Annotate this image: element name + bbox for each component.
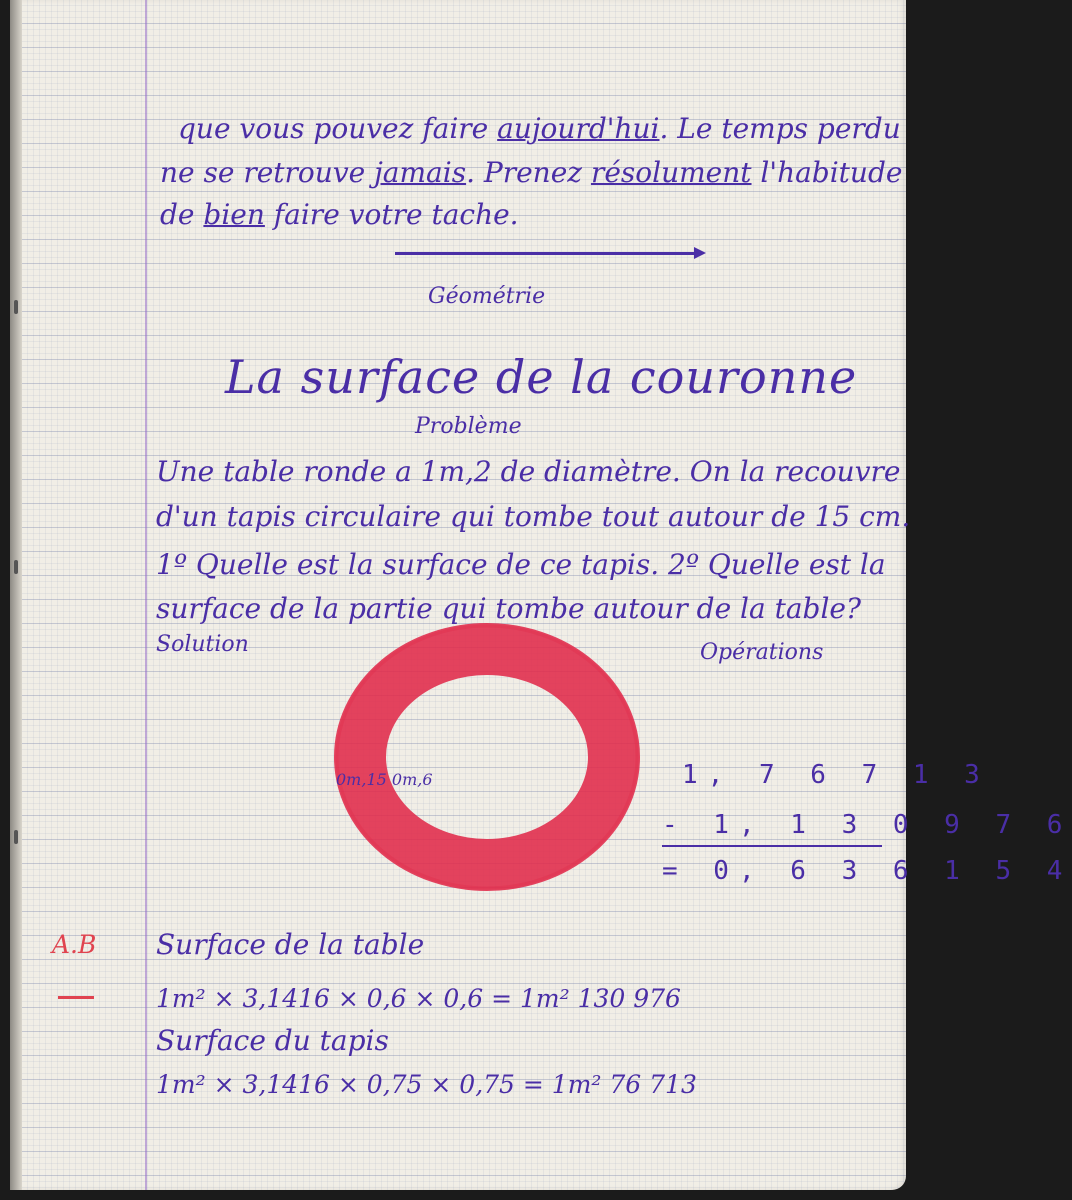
operation-result: = 0, 6 3 6 1 5 4 bbox=[662, 856, 1072, 886]
underlined-word: aujourd'hui bbox=[497, 112, 660, 145]
text-fragment: que vous pouvez faire bbox=[178, 112, 498, 145]
binding-hole bbox=[14, 560, 18, 574]
text-line-1 bbox=[178, 112, 901, 145]
binding-hole bbox=[14, 830, 18, 844]
solution-label: Solution bbox=[156, 632, 249, 657]
text-fragment: . Le temps perdu bbox=[659, 112, 901, 145]
problem-line: 1º Quelle est la surface de ce tapis. 2º Quelle est la bbox=[156, 548, 886, 581]
underlined-word: jamais bbox=[374, 156, 467, 189]
underlined-word: résolument bbox=[590, 156, 752, 189]
margin-line bbox=[145, 0, 147, 1190]
operation-line: 1, 7 6 7 1 3 bbox=[682, 760, 990, 790]
page-title: La surface de la couronne bbox=[225, 350, 858, 404]
calc-line: 1m² × 3,1416 × 0,6 × 0,6 = 1m² 130 976 bbox=[156, 984, 681, 1013]
operation-underline bbox=[662, 845, 882, 847]
text-fragment: faire votre tache. bbox=[264, 198, 519, 231]
text-line-2 bbox=[160, 156, 902, 189]
problem-line: surface de la partie qui tombe autour de la table? bbox=[156, 592, 861, 625]
notebook-binding bbox=[10, 0, 22, 1190]
operations-label: Opérations bbox=[700, 640, 824, 665]
problem-line: Une table ronde a 1m,2 de diamètre. On la recouvre bbox=[156, 455, 901, 488]
text-fragment: . Prenez bbox=[466, 156, 591, 189]
grade-mark: A.B bbox=[52, 930, 97, 959]
text-line-3 bbox=[160, 198, 519, 231]
crown-ring bbox=[360, 649, 614, 865]
separator-arrowhead bbox=[694, 247, 706, 259]
calc-line: 1m² × 3,1416 × 0,75 × 0,75 = 1m² 76 713 bbox=[156, 1070, 697, 1099]
crown-ring-figure bbox=[340, 640, 650, 885]
underlined-word: bien bbox=[203, 198, 265, 231]
notebook-page bbox=[10, 0, 1072, 1190]
figure-dimension-label: 0m,15 0m,6 bbox=[336, 770, 433, 789]
text-fragment: l'habitude bbox=[751, 156, 903, 189]
calc-heading: Surface du tapis bbox=[156, 1024, 389, 1057]
binding-hole bbox=[14, 300, 18, 314]
problem-line: d'un tapis circulaire qui tombe tout autour de 15 cm. bbox=[156, 500, 911, 533]
subject-heading: Géométrie bbox=[428, 284, 546, 309]
text-fragment: de bbox=[160, 198, 204, 231]
operation-line: - 1, 1 3 0 9 7 6 bbox=[662, 810, 1072, 840]
grade-dash bbox=[58, 996, 94, 999]
calc-heading: Surface de la table bbox=[156, 928, 425, 961]
problem-heading: Problème bbox=[415, 414, 522, 439]
text-fragment: ne se retrouve bbox=[160, 156, 375, 189]
separator-line bbox=[395, 252, 700, 255]
